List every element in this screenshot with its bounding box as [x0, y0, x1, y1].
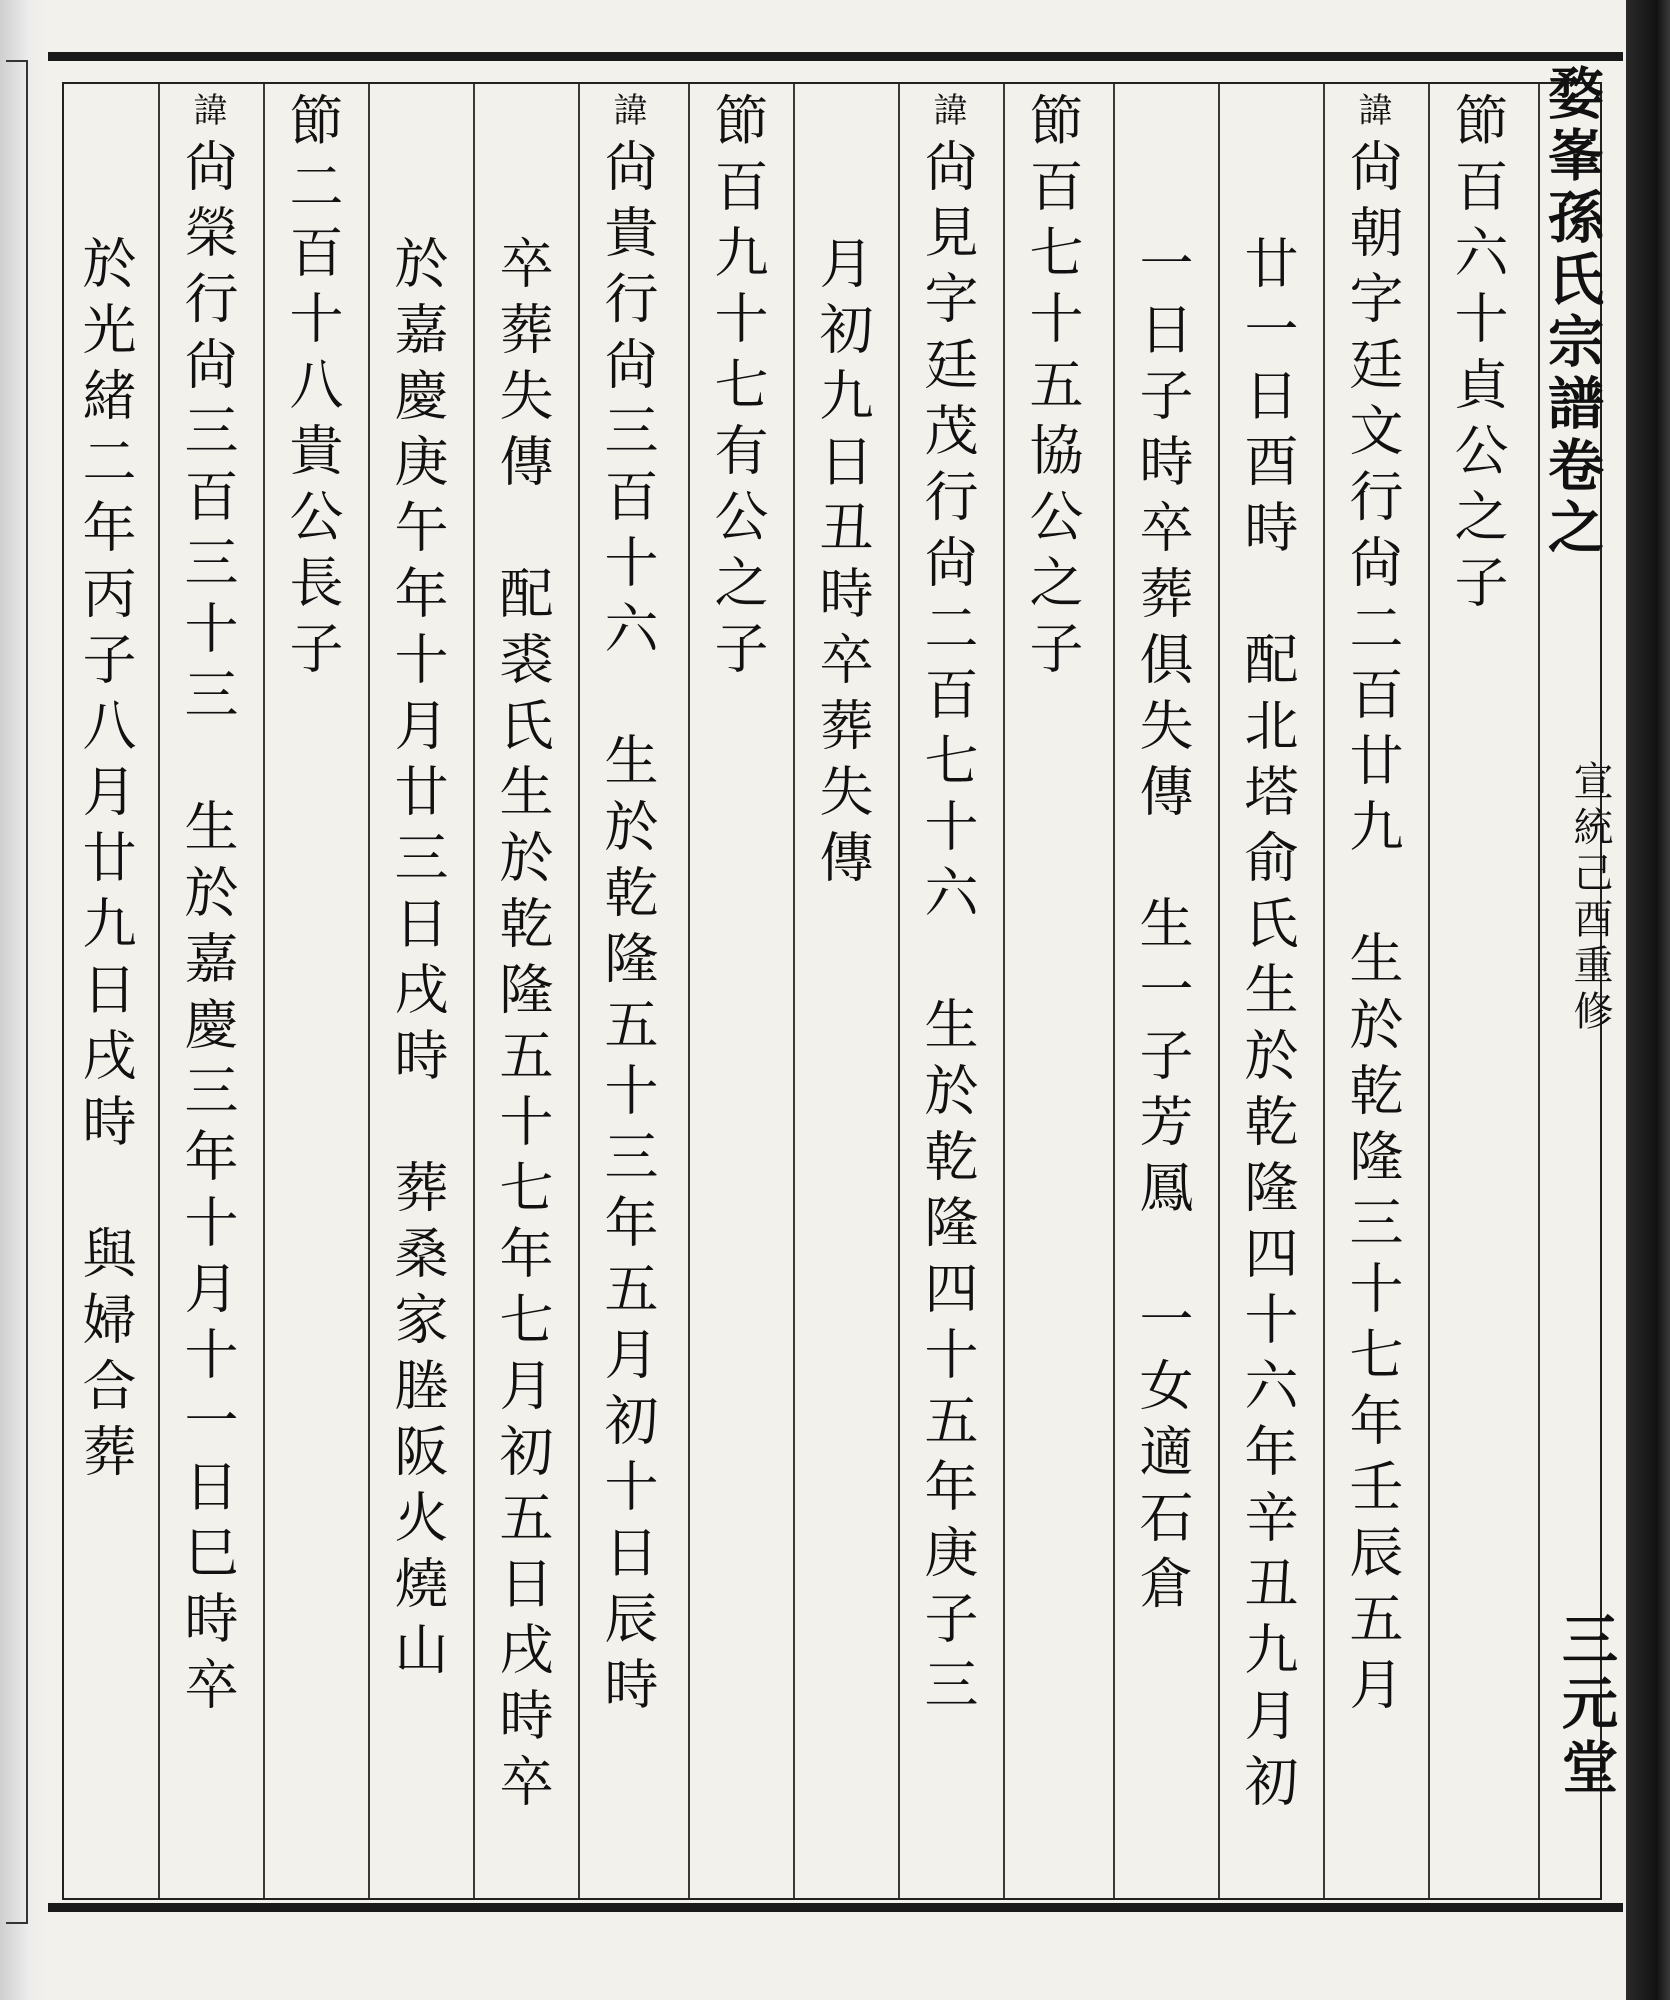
column-text: 尙貴行尙三百十六 生於乾隆五十三年五月初十日辰時: [596, 138, 659, 1722]
adjacent-page-strip: [6, 60, 28, 1924]
text-column: 節百六十貞公之子: [1446, 92, 1509, 620]
text-column: 節百九十七有公之子: [706, 92, 769, 686]
column-rule: [263, 84, 265, 1898]
text-column: 於光緒二年丙子八月廿九日戌時 與婦合葬: [74, 235, 137, 1489]
text-column: 月初九日丑時卒葬失傳: [811, 235, 874, 895]
column-rule: [1113, 84, 1115, 1898]
column-rule: [898, 84, 900, 1898]
taboo-name-label: 諱: [187, 92, 227, 138]
column-text: 尙榮行尙三百三十三 生於嘉慶三年十月十一日巳時卒: [176, 138, 239, 1722]
text-column: 節二百十八貴公長子: [281, 92, 344, 686]
column-rule: [1428, 84, 1430, 1898]
column-rule: [688, 84, 690, 1898]
hall-name: 三元堂: [1553, 1610, 1619, 1802]
column-rule: [368, 84, 370, 1898]
text-column: [176, 92, 239, 1722]
text-column: 節百七十五協公之子: [1021, 92, 1084, 686]
text-column: 廿一日酉時 配北塔俞氏生於乾隆四十六年辛丑九月初: [1236, 235, 1299, 1819]
column-rule: [473, 84, 475, 1898]
text-column: [916, 92, 979, 1722]
edition-note: 宣統己酉重修: [1567, 760, 1613, 1036]
text-column: 於嘉慶庚午年十月廿三日戌時 葬桑家塍阪火燒山: [386, 235, 449, 1687]
taboo-name-label: 諱: [1352, 92, 1392, 138]
taboo-name-label: 諱: [607, 92, 647, 138]
genealogy-title: 婺峯孫氏宗譜: [1539, 64, 1605, 436]
text-column: 卒葬失傳 配裘氏生於乾隆五十七年七月初五日戌時卒: [491, 235, 554, 1819]
column-text: 尙見字廷茂行尙二百七十六 生於乾隆四十五年庚子三: [916, 138, 979, 1722]
volume-label: 卷之: [1539, 436, 1605, 560]
column-text: 尙朝字廷文行尙二百廿九 生於乾隆三十七年壬辰五月: [1341, 138, 1404, 1722]
text-column: 一日子時卒葬俱失傳 生一子芳鳳 一女適石倉: [1131, 235, 1194, 1621]
text-column: [596, 92, 659, 1722]
page-edge-right: [1626, 0, 1670, 2000]
taboo-name-label: 諱: [927, 92, 967, 138]
column-rule: [158, 84, 160, 1898]
column-rule: [1323, 84, 1325, 1898]
column-rule: [793, 84, 795, 1898]
text-column: [1341, 92, 1404, 1722]
column-rule: [1218, 84, 1220, 1898]
column-rule: [578, 84, 580, 1898]
column-rule: [1003, 84, 1005, 1898]
